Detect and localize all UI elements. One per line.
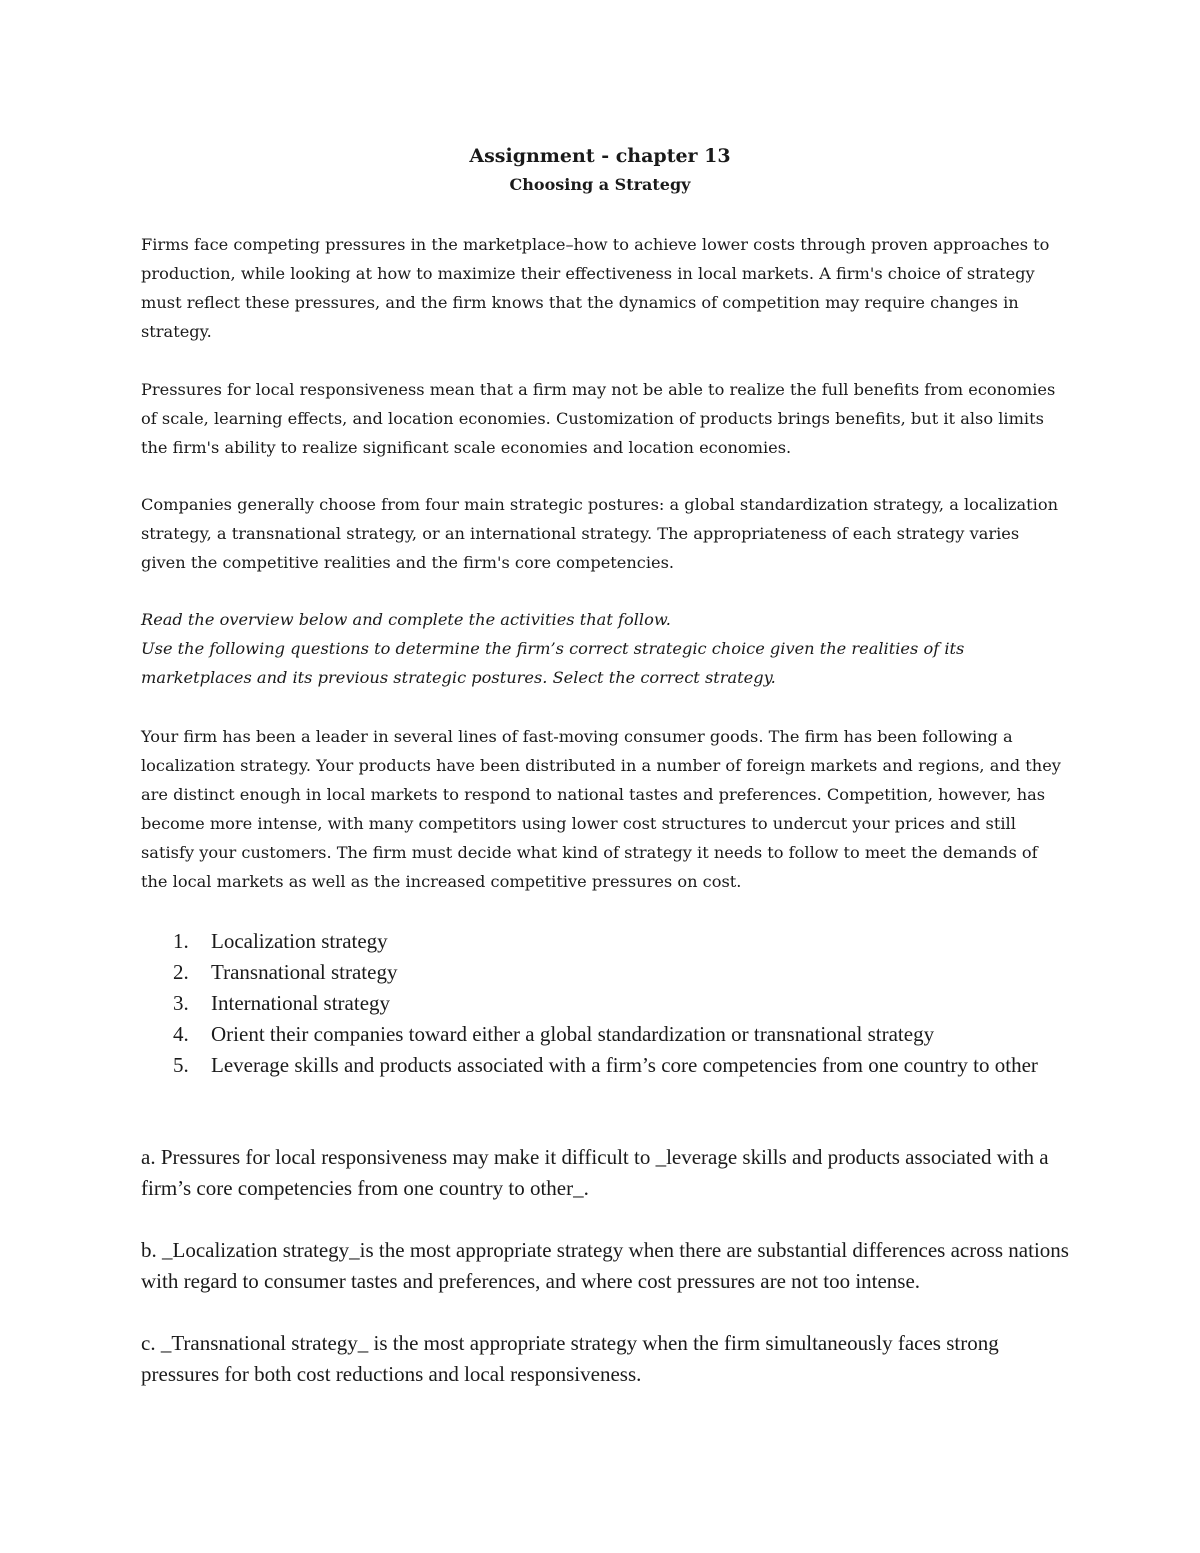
document-title: Assignment - chapter 13	[469, 145, 731, 167]
instruction-line-2: Use the following questions to determine the firm’s correct strategic choice given the realities of its marketplaces and its previous strategic postures. Select the correct strategy.	[141, 639, 965, 687]
list-item	[173, 1019, 1073, 1050]
list-item-number: 3.	[173, 991, 189, 1015]
list-item	[173, 957, 1073, 988]
list-item-number: 1.	[173, 929, 189, 953]
instruction-line-1: Read the overview below and complete the activities that follow.	[141, 610, 671, 629]
scenario-paragraph: Your firm has been a leader in several lines of fast-moving consumer goods. The firm has been following a localization strategy. Your products have been distributed in a number of foreign markets and regions, and they are distinct enough in local markets to respond to national tastes and preferences. Competition, however, has become more intense, with many competitors using lower cost structures to undercut your prices and still satisfy your customers. The firm must decide what kind of strategy it needs to follow to meet the demands of the local markets as well as the increased competitive pressures on cost.	[141, 727, 1061, 891]
answer-b: b. _Localization strategy_is the most appropriate strategy when there are substantial differences across nations with regard to consumer tastes and preferences, and where cost pressures are not too intense.	[141, 1238, 1069, 1293]
list-item-text: Localization strategy	[211, 929, 388, 953]
list-item	[173, 926, 1073, 957]
list-item-text: Leverage skills and products associated with a firm’s core competencies from one country to other	[211, 1053, 1038, 1077]
answer-c: c. _Transnational strategy_ is the most appropriate strategy when the firm simultaneously faces strong pressures for both cost reductions and local responsiveness.	[141, 1331, 999, 1386]
list-item-number: 5.	[173, 1053, 189, 1077]
list-item	[173, 988, 1073, 1019]
list-item-text: Transnational strategy	[211, 960, 398, 984]
list-item-text: International strategy	[211, 991, 391, 1015]
list-item-number: 2.	[173, 960, 189, 984]
intro-paragraph-3: Companies generally choose from four main strategic postures: a global standardization strategy, a localization strategy, a transnational strategy, or an international strategy. The appropriateness of each strategy varies given the competitive realities and the firm's core competencies.	[141, 495, 1059, 572]
intro-paragraph-1: Firms face competing pressures in the marketplace–how to achieve lower costs through proven approaches to production, while looking at how to maximize their effectiveness in local markets. A firm's choice of strategy must reflect these pressures, and the firm knows that the dynamics of competition may require changes in strategy.	[141, 235, 1050, 341]
list-item	[173, 1050, 1073, 1081]
list-item-text: Orient their companies toward either a global standardization or transnational strategy	[211, 1022, 935, 1046]
answer-a: a. Pressures for local responsiveness may make it difficult to _leverage skills and products associated with a firm’s core competencies from one country to other_.	[141, 1145, 1049, 1200]
list-item-number: 4.	[173, 1022, 189, 1046]
strategy-options-list	[173, 926, 1073, 1081]
intro-paragraph-2: Pressures for local responsiveness mean that a firm may not be able to realize the full benefits from economies of scale, learning effects, and location economies. Customization of products brings benefits, but it also limits the firm's ability to realize significant scale economies and location economies.	[141, 380, 1056, 457]
document-subtitle: Choosing a Strategy	[509, 175, 691, 194]
